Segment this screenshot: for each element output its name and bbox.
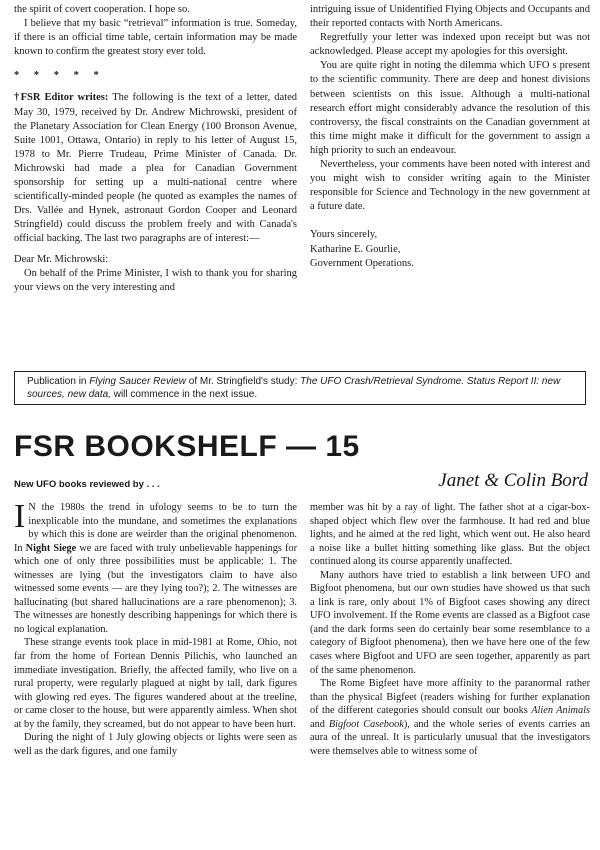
notice-study-title: The UFO Crash/Retrieval Syndrome. Status Report II: new sources, new data, bbox=[27, 376, 561, 400]
letter-signature bbox=[310, 228, 590, 270]
bottom-right-column bbox=[310, 501, 590, 758]
top-right-column bbox=[310, 3, 590, 271]
publication-notice-box bbox=[14, 371, 586, 405]
review-paragraph: Many authors have tried to establish a link between UFO and Bigfoot phenomena, but our own studies have showed us that such a link is rare, only about 1% of Bigfoot cases showing any direct UFO involvement. If the Rome events are classed as a Bigfoot case (and the dark forms seen do certainly bear some resemblance to a category of Bigfoot phenomena), then we have here one of the few cases where Bigfoot and UFO are seen together, apparently as part of the same phenomenon. bbox=[310, 569, 590, 676]
signature-name: Katharine E. Gourlie, bbox=[310, 243, 401, 255]
signature-department: Government Operations. bbox=[310, 257, 414, 269]
review-text: The Rome Bigfeet have more affinity to the paranormal rather than the physical Bigfeet (readers wishing for further explanation of the different categories should consult our books bbox=[310, 678, 590, 717]
book-title: Night Siege bbox=[25, 542, 77, 554]
letter-paragraph: intriguing issue of Unidentified Flying Objects and Occupants and their reported contacts with North Americans. bbox=[310, 4, 590, 30]
paragraph: I believe that my basic “retrieval” information is true. Someday, if there is an official time table, certain information may be made known to confirm the greatest story ever told. bbox=[14, 18, 297, 58]
review-text: we are faced with truly unbelievable happenings for which one of only three possibilities must be applicable: 1. The witnesses are lying (but the investigators claim to have also witnessed some events — are they lying too?); 2. The witnesses are hallucinating (but shared hallucinations are a rare phenomenon); 3. The witnesses are honestly describing happenings for which there is no logical explanation. bbox=[14, 542, 297, 635]
letter-salutation: Dear Mr. Michrowski: bbox=[14, 253, 109, 265]
editor-note bbox=[14, 91, 297, 246]
editor-note-text: The following is the text of a letter, dated May 30, 1979, received by Dr. Andrew Michrowski, president of the Planetary Association for Clean Energy (100 Bronson Avenue, Suite 1001, Ottawa, Ontario) in reply to his letter of August 15, 1978 to Mr. Pierre Trudeau, Prime Minister of Canada. Dr. Michrowski had made a plea for Canadian Government sponsorship for setting up a multi-national centre where scientifically-minded people (he quoted as examples the names of Drs. Vallée and Hynek, astronaut Gordon Cooper and Leonard Stringfield) could discuss the problem freely and with Canada's official backing. The last two paragraphs are of interest:— bbox=[14, 92, 297, 245]
letter-paragraph: On behalf of the Prime Minister, I wish to thank you for sharing your views on the very interesting and bbox=[14, 267, 297, 293]
notice-middle: of Mr. Stringfield's study: bbox=[185, 376, 301, 387]
letter-paragraph: Regretfully your letter was indexed upon receipt but was not acknowledged. Please accept my apologies for this oversight. bbox=[310, 32, 590, 58]
bottom-left-column bbox=[14, 498, 297, 758]
section-subheading: New UFO books reviewed by . . . bbox=[14, 479, 160, 490]
book-title: Bigfoot Casebook bbox=[328, 718, 404, 730]
paragraph: the spirit of covert cooperation. I hope so. bbox=[14, 4, 190, 15]
review-paragraph: member was hit by a ray of light. The father shot at a cigar-box-shaped object which flew over the farmhouse. It had red and blue lights, and he aimed at the red light, which went out. He also heard a noise like a bullet hitting something like glass. But the object continued along its course apparently unaffected. bbox=[310, 502, 590, 568]
book-title: Alien Animals bbox=[531, 705, 591, 717]
review-paragraph: During the night of 1 July glowing objects or lights were seen as well as the dark figures, and one family bbox=[14, 732, 297, 757]
review-text: N the 1980s the trend in ufology seems to be to turn the inexplicable into the mundane, and sometimes the explanations by which this is done are weirder than the original phenomenon. In bbox=[14, 502, 297, 554]
section-heading: FSR BOOKSHELF — 15 bbox=[14, 430, 360, 463]
letter-paragraph: Nevertheless, your comments have been noted with interest and you might wish to consider writing again to the Minister responsible for Science and Technology in the new government at a future date. bbox=[310, 159, 590, 213]
editor-note-label: †FSR Editor writes: bbox=[14, 92, 109, 104]
notice-prefix: Publication in bbox=[27, 376, 90, 387]
section-divider: * * * * * bbox=[14, 70, 105, 82]
top-left-column bbox=[14, 3, 297, 295]
review-text: and bbox=[310, 718, 329, 730]
review-paragraph bbox=[310, 677, 590, 758]
signature-closing: Yours sincerely, bbox=[310, 229, 378, 241]
drop-cap: I bbox=[14, 498, 26, 535]
review-paragraph: These strange events took place in mid-1981 at Rome, Ohio, not far from the home of Fortean Dennis Pilichis, who launched an immediate investigation. Briefly, the affected family, who live on a rural property, were regularly plagued at night by tall, dark figures with glowing red eyes. The figures wandered about at the treeline, or came closer to the house, but were apparently aimless. When shot at by the family, they screamed, but do not appear to have been hurt. bbox=[14, 637, 297, 730]
notice-magazine: Flying Saucer Review bbox=[89, 376, 186, 387]
notice-suffix: will commence in the next issue. bbox=[110, 389, 258, 400]
review-paragraph bbox=[14, 498, 297, 636]
letter-paragraph: You are quite right in noting the dilemma which UFO s present to the scientific community. There are deep and honest divisions between scientists on this issue. Although a multi-national research effort might considerably advance the resolution of this controversy, the fiscal constraints on the Canadian government at this time might make it difficult for the government to assign a high priority to such an endeavour. bbox=[310, 60, 590, 156]
review-text: ), and the whole series of events carries an aura of the unreal. It is particularly unusual that the investigators were themselves able to witness some of bbox=[310, 718, 590, 757]
author-byline: Janet & Colin Bord bbox=[438, 470, 588, 491]
